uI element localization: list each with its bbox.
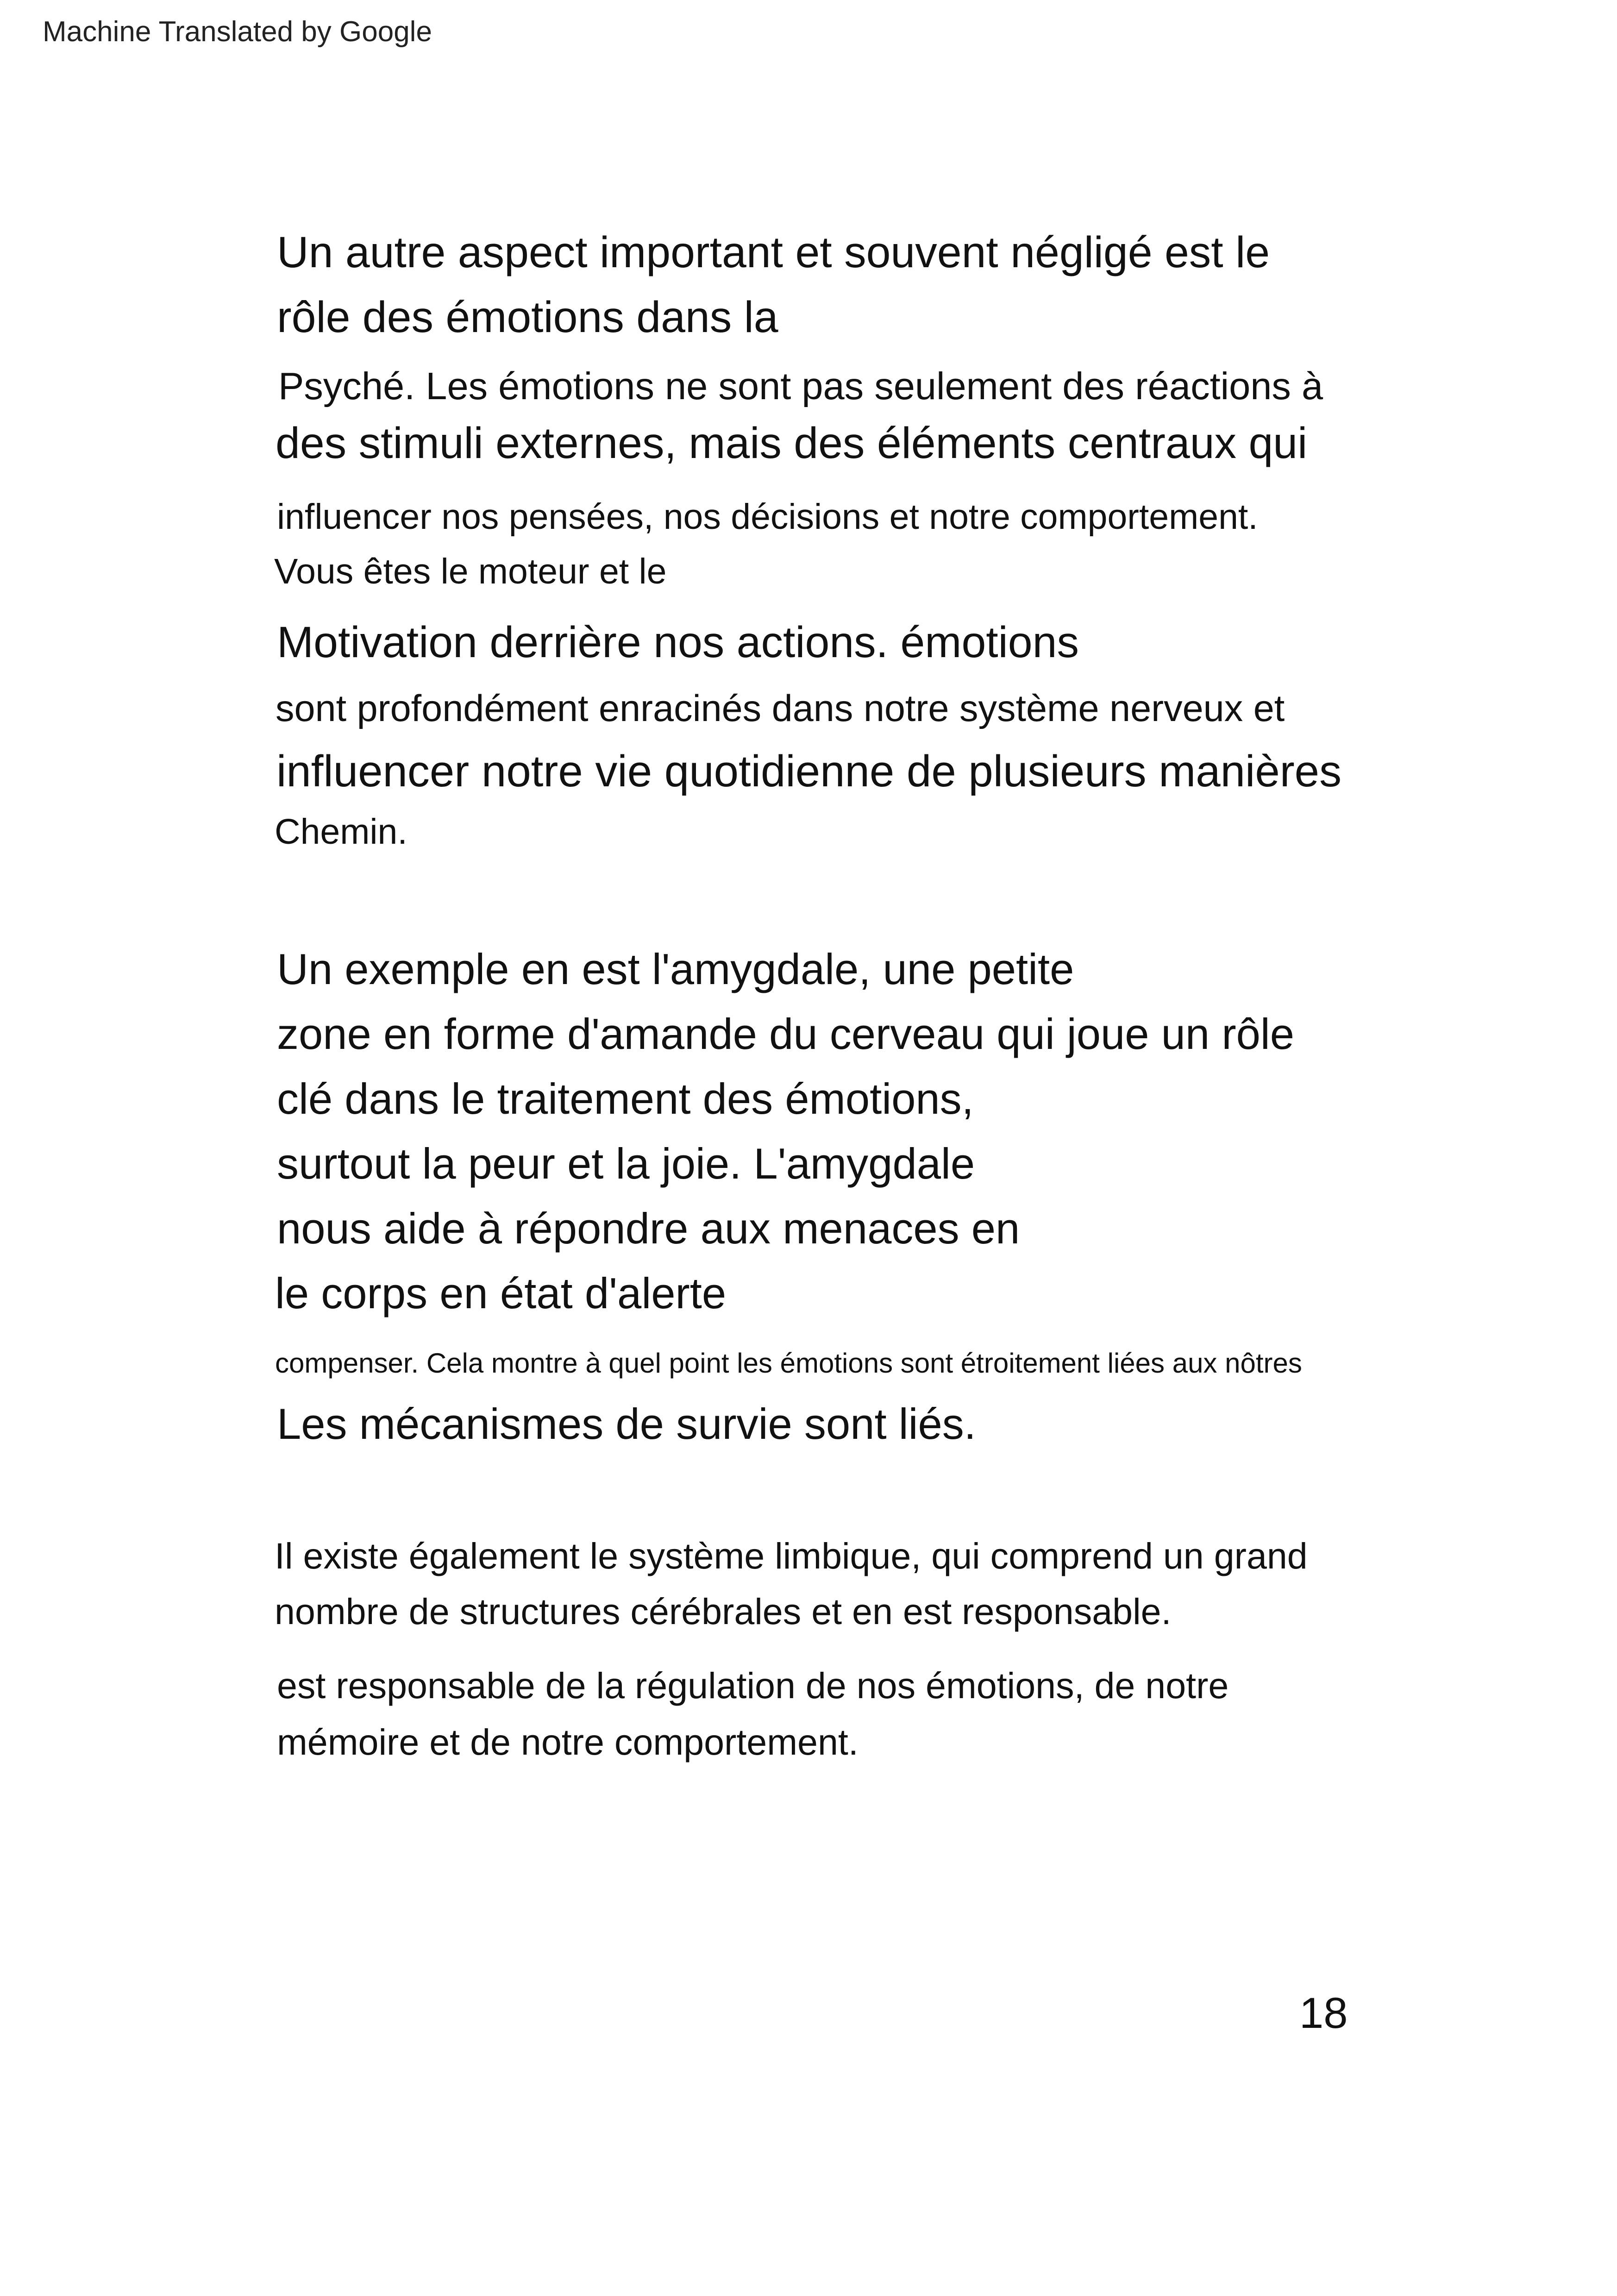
text-line: le corps en état d'alerte	[275, 1269, 727, 1317]
text-line: Les mécanismes de survie sont liés.	[277, 1399, 976, 1448]
text-line: influencer nos pensées, nos décisions et notre comportement.	[277, 497, 1258, 537]
watermark: Machine Translated by Google	[43, 16, 432, 48]
text-line: Motivation derrière nos actions. émotions	[277, 618, 1079, 667]
text-line: des stimuli externes, mais des éléments centraux qui	[276, 419, 1308, 468]
text-line: Chemin.	[275, 812, 407, 852]
text-line: Vous êtes le moteur et le	[274, 552, 667, 591]
text-line: nous aide à répondre aux menaces en	[277, 1204, 1020, 1253]
text-line: sont profondément enracinés dans notre système nerveux et	[276, 688, 1285, 729]
text-line: compenser. Cela montre à quel point les émotions sont étroitement liées aux nôtres	[275, 1348, 1302, 1379]
text-line: clé dans le traitement des émotions,	[277, 1074, 974, 1123]
text-line: influencer notre vie quotidienne de plusieurs manières	[276, 747, 1342, 796]
text-line: zone en forme d'amande du cerveau qui joue un rôle	[277, 1010, 1295, 1058]
text-line: Un autre aspect important et souvent négligé est le	[277, 228, 1270, 277]
text-line: mémoire et de notre comportement.	[277, 1721, 859, 1763]
text-line: Psyché. Les émotions ne sont pas seulement des réactions à	[278, 364, 1323, 408]
text-line: rôle des émotions dans la	[277, 293, 778, 342]
text-line: surtout la peur et la joie. L'amygdale	[277, 1139, 975, 1188]
text-line: nombre de structures cérébrales et en est responsable.	[275, 1591, 1172, 1632]
page-number: 18	[1299, 1989, 1348, 2037]
text-line: Il existe également le système limbique, qui comprend un grand	[275, 1535, 1308, 1576]
text-line: est responsable de la régulation de nos émotions, de notre	[277, 1665, 1229, 1706]
text-line: Un exemple en est l'amygdale, une petite	[277, 945, 1074, 993]
